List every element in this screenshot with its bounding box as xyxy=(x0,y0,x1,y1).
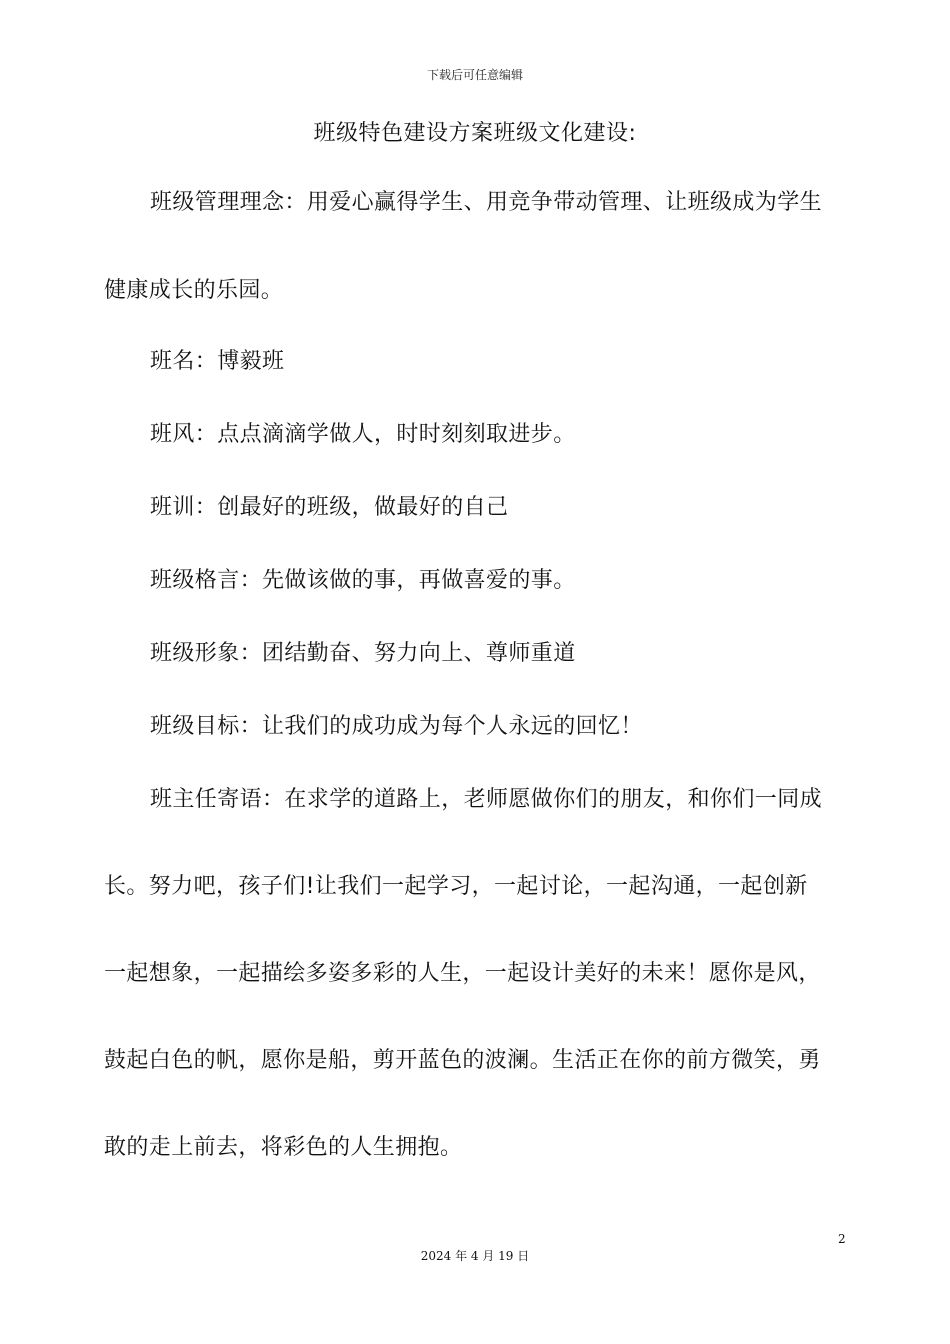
paragraph-line: 长。努力吧，孩子们!让我们一起学习，一起讨论，一起沟通，一起创新 xyxy=(104,874,808,899)
paragraph-line: 健康成长的乐园。 xyxy=(104,278,284,303)
paragraph-line: 班风：点点滴滴学做人，时时刻刻取进步。 xyxy=(150,422,576,447)
paragraph-line: 班级形象：团结勤奋、努力向上、尊师重道 xyxy=(150,641,576,666)
paragraph-line: 一起想象，一起描绘多姿多彩的人生，一起设计美好的未来！愿你是风， xyxy=(104,961,821,986)
paragraph-line: 班主任寄语：在求学的道路上，老师愿做你们的朋友，和你们一同成 xyxy=(150,787,823,812)
header-note: 下载后可任意编辑 xyxy=(426,68,523,82)
paragraph-line: 班级格言：先做该做的事，再做喜爱的事。 xyxy=(150,568,576,593)
paragraph-line: 班级目标：让我们的成功成为每个人永远的回忆！ xyxy=(150,714,643,739)
document-title: 班级特色建设方案班级文化建设: xyxy=(313,121,637,146)
paragraph-line: 班训：创最好的班级，做最好的自己 xyxy=(150,495,509,520)
page-number: 2 xyxy=(838,1232,846,1246)
paragraph-line: 班级管理理念：用爱心赢得学生、用竞争带动管理、让班级成为学生 xyxy=(150,190,823,215)
paragraph-line: 班名：博毅班 xyxy=(150,349,285,374)
paragraph-line: 鼓起白色的帆，愿你是船，剪开蓝色的波澜。生活正在你的前方微笑，勇 xyxy=(104,1048,821,1073)
footer-date: 2024 年 4 月 19 日 xyxy=(420,1249,530,1263)
paragraph-line: 敢的走上前去，将彩色的人生拥抱。 xyxy=(104,1135,463,1160)
